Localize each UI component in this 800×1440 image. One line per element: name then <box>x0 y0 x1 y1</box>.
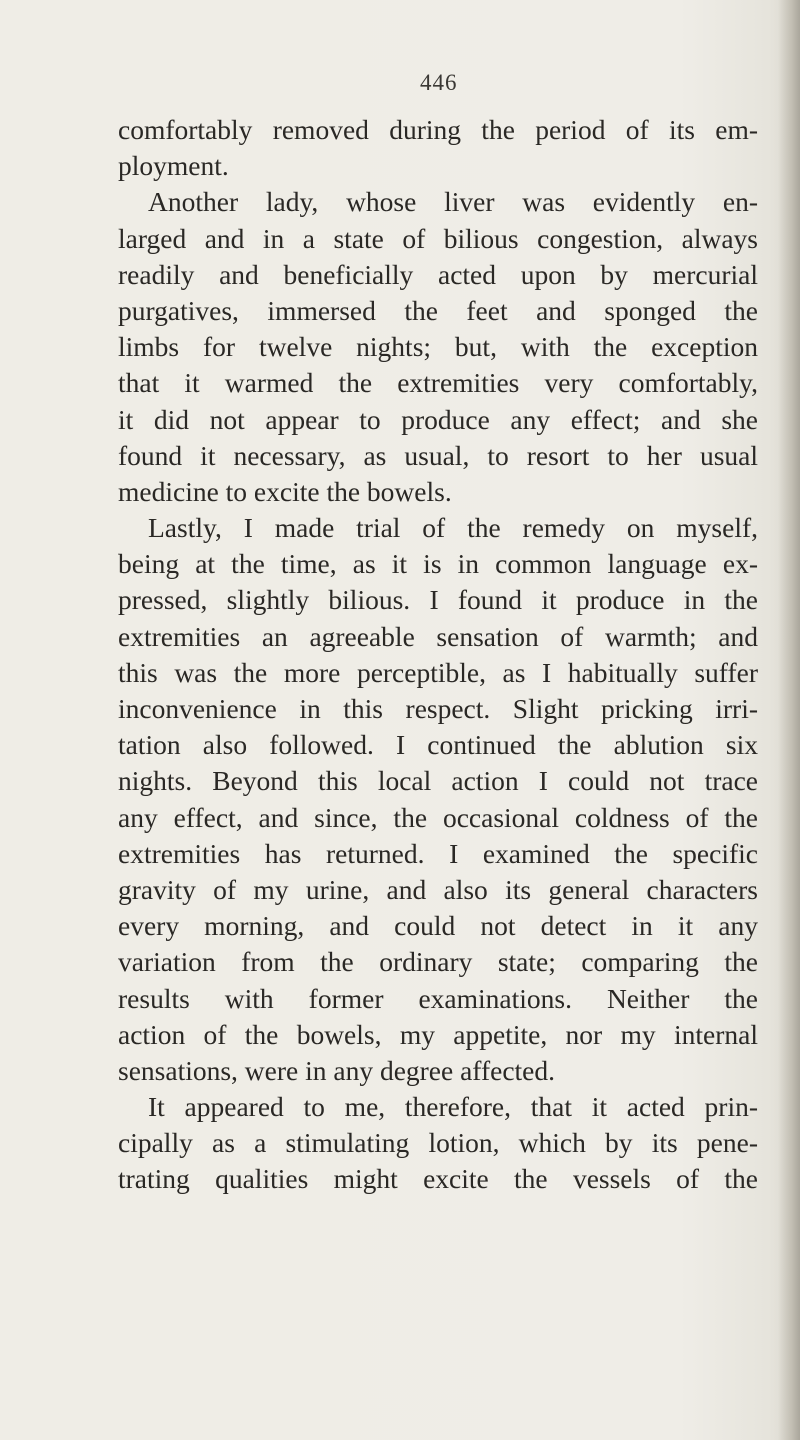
text-line: action of the bowels, my appetite, nor my internal <box>118 1018 758 1050</box>
text-line: nights. Beyond this local action I could not trace <box>118 765 758 797</box>
text-line: trating qualities might excite the vessels of the <box>118 1163 758 1195</box>
text-line: extremities has returned. I examined the specific <box>118 837 758 869</box>
text-line: ployment. <box>118 150 229 182</box>
text-line: It appeared to me, therefore, that it acted prin- <box>148 1091 758 1123</box>
text-line: readily and beneficially acted upon by mercurial <box>118 258 758 290</box>
text-line: Lastly, I made trial of the remedy on myself, <box>148 512 758 544</box>
text-line: variation from the ordinary state; comparing the <box>118 946 758 978</box>
text-line: sensations, were in any degree affected. <box>118 1054 556 1086</box>
text-line: being at the time, as it is in common language ex- <box>118 548 758 580</box>
text-line: Another lady, whose liver was evidently en- <box>148 186 758 218</box>
text-line: extremities an agreeable sensation of warmth; and <box>118 620 758 652</box>
text-line: every morning, and could not detect in it any <box>118 910 758 942</box>
text-line: it did not appear to produce any effect; and she <box>118 403 758 435</box>
text-line: gravity of my urine, and also its general characters <box>118 873 758 905</box>
text-line: found it necessary, as usual, to resort to her usual <box>118 439 758 471</box>
page-edge-shadow <box>778 0 800 1440</box>
text-line: limbs for twelve nights; but, with the exception <box>118 331 758 363</box>
text-line: cipally as a stimulating lotion, which by its pene- <box>118 1127 758 1159</box>
body-text <box>118 112 758 1198</box>
text-line: inconvenience in this respect. Slight pricking irri- <box>118 693 758 724</box>
text-line: purgatives, immersed the feet and sponged the <box>118 294 758 326</box>
text-line: larged and in a state of bilious congestion, always <box>118 222 758 254</box>
text-line: comfortably removed during the period of its em- <box>118 114 758 145</box>
text-line: results with former examinations. Neither the <box>118 982 758 1014</box>
text-line: medicine to excite the bowels. <box>118 475 452 507</box>
text-line: that it warmed the extremities very comfortably, <box>118 367 758 399</box>
text-line: pressed, slightly bilious. I found it produce in the <box>118 584 758 616</box>
text-line: this was the more perceptible, as I habitually suffer <box>118 656 758 688</box>
page-number: 446 <box>420 70 458 95</box>
text-line: tation also followed. I continued the ablution six <box>118 729 758 761</box>
text-line: any effect, and since, the occasional coldness of the <box>118 801 758 833</box>
